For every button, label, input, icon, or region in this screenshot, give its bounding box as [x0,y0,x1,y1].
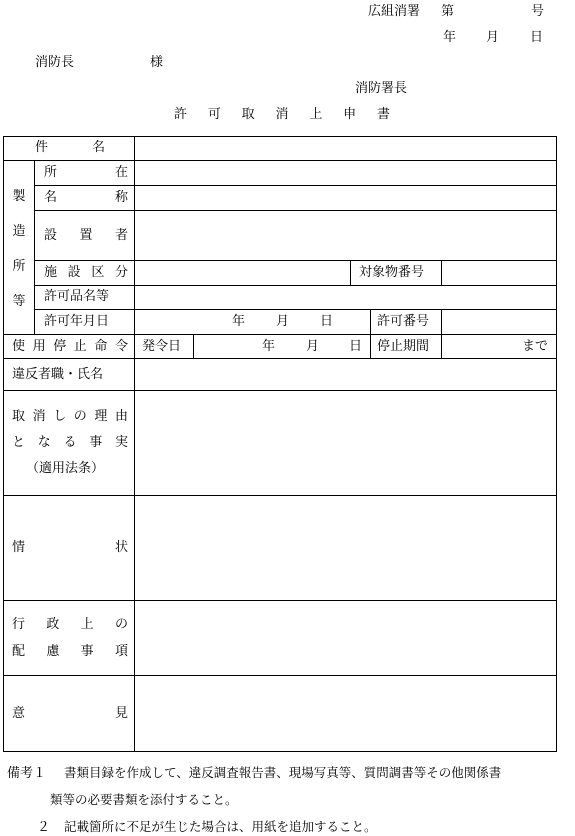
shisetsu-kubun-value-field[interactable] [136,262,349,284]
ihansha-value-field[interactable] [136,360,555,389]
table-divider [34,160,35,334]
gyosei-value-field[interactable] [136,602,555,674]
table-divider [441,260,442,285]
table-rule [3,358,557,359]
meisho-label: 名 称 [44,190,128,205]
note-2-number: ２ [37,820,51,835]
document-title: 許 可 取 消 上 申 書 [174,107,390,122]
note-1-line-2: 類等の必要書類を添付すること。 [50,792,238,807]
table-rule [3,600,557,601]
shisetsu-kubun-label: 施 設 区 分 [44,265,128,280]
teishi-month-label: 月 [306,339,320,354]
table-rule [3,390,557,391]
torikeshi-riyu-label: 取 消 し の 理 由 [12,409,128,424]
taishobutsu-bango-label: 対象物番号 [359,265,425,280]
kyoka-bango-value-field[interactable] [443,311,555,333]
table-rule [3,334,557,335]
torikeshi-value-field[interactable] [136,392,555,494]
ihansha-label: 違反者職・氏名 [12,367,104,382]
kyoka-month-label: 月 [276,314,290,329]
table-border [3,136,557,137]
setchisha-value-field[interactable] [136,212,555,259]
table-border [3,136,4,751]
table-rule [34,309,557,310]
jojo-label: 情 状 [12,540,128,555]
notes-label: 備考１ [7,766,47,781]
table-rule [34,285,557,286]
tekiyo-hojo-label: （適用法条） [26,461,105,476]
table-rule [34,185,557,186]
shozai-label: 所 在 [44,165,128,180]
note-2-text: 記載箇所に不足が生じた場合は、用紙を追加すること。 [64,819,377,834]
header-month-label: 月 [486,30,500,45]
kyoka-nengappi-label: 許可年月日 [44,314,110,329]
office-number-label: 広組消署 [368,4,421,19]
gyosei-line2-label: 配 慮 事 項 [12,644,128,659]
gyosei-line1-label: 行 政 上 の [12,617,128,632]
table-border [3,751,557,752]
kyoka-day-label: 日 [320,314,334,329]
table-rule [34,260,557,261]
kyoka-year-label: 年 [232,314,246,329]
header-day-label: 日 [530,30,544,45]
table-rule [34,210,557,211]
go-label: 号 [531,4,545,19]
addressee-label: 消防長 [35,55,75,70]
teishi-day-label: 日 [349,339,363,354]
table-border [556,136,557,751]
table-divider [134,136,135,751]
iken-label: 意 見 [12,706,128,721]
torikeshi-jijitsu-label: と な る 事 実 [12,435,128,450]
jojo-value-field[interactable] [136,497,555,599]
table-rule [3,160,557,161]
teishi-year-label: 年 [262,339,276,354]
kyoka-bango-label: 許可番号 [377,314,430,329]
made-label: まで [522,339,549,354]
dai-label: 第 [441,4,455,19]
table-divider [350,260,351,285]
sama-label: 様 [150,55,164,70]
kenmei-value-field[interactable] [136,138,555,159]
meisho-value-field[interactable] [136,187,555,209]
iken-value-field[interactable] [136,677,555,750]
header-year-label: 年 [443,30,457,45]
table-rule [3,675,557,676]
table-divider [193,334,194,358]
kyoka-hinmei-label: 許可品名等 [44,289,110,304]
taishobutsu-bango-value-field[interactable] [443,262,555,284]
kenmei-label: 件 名 [35,140,105,155]
setchisha-label: 設 置 者 [44,228,128,243]
shiyo-teishi-label: 使 用 停 止 命 令 [12,339,128,354]
hatsureibi-label: 発令日 [142,339,182,354]
teishi-kikan-label: 停止期間 [377,339,430,354]
table-rule [3,495,557,496]
shozai-value-field[interactable] [136,162,555,184]
kyoka-hinmei-value-field[interactable] [136,287,555,308]
sender-label: 消防署長 [355,81,408,96]
seizosho-label: 製 造 所 等 [12,189,26,309]
note-1-line-1: 書類目録を作成して、違反調査報告書、現場写真等、質問調書等その他関係書 [64,765,502,780]
